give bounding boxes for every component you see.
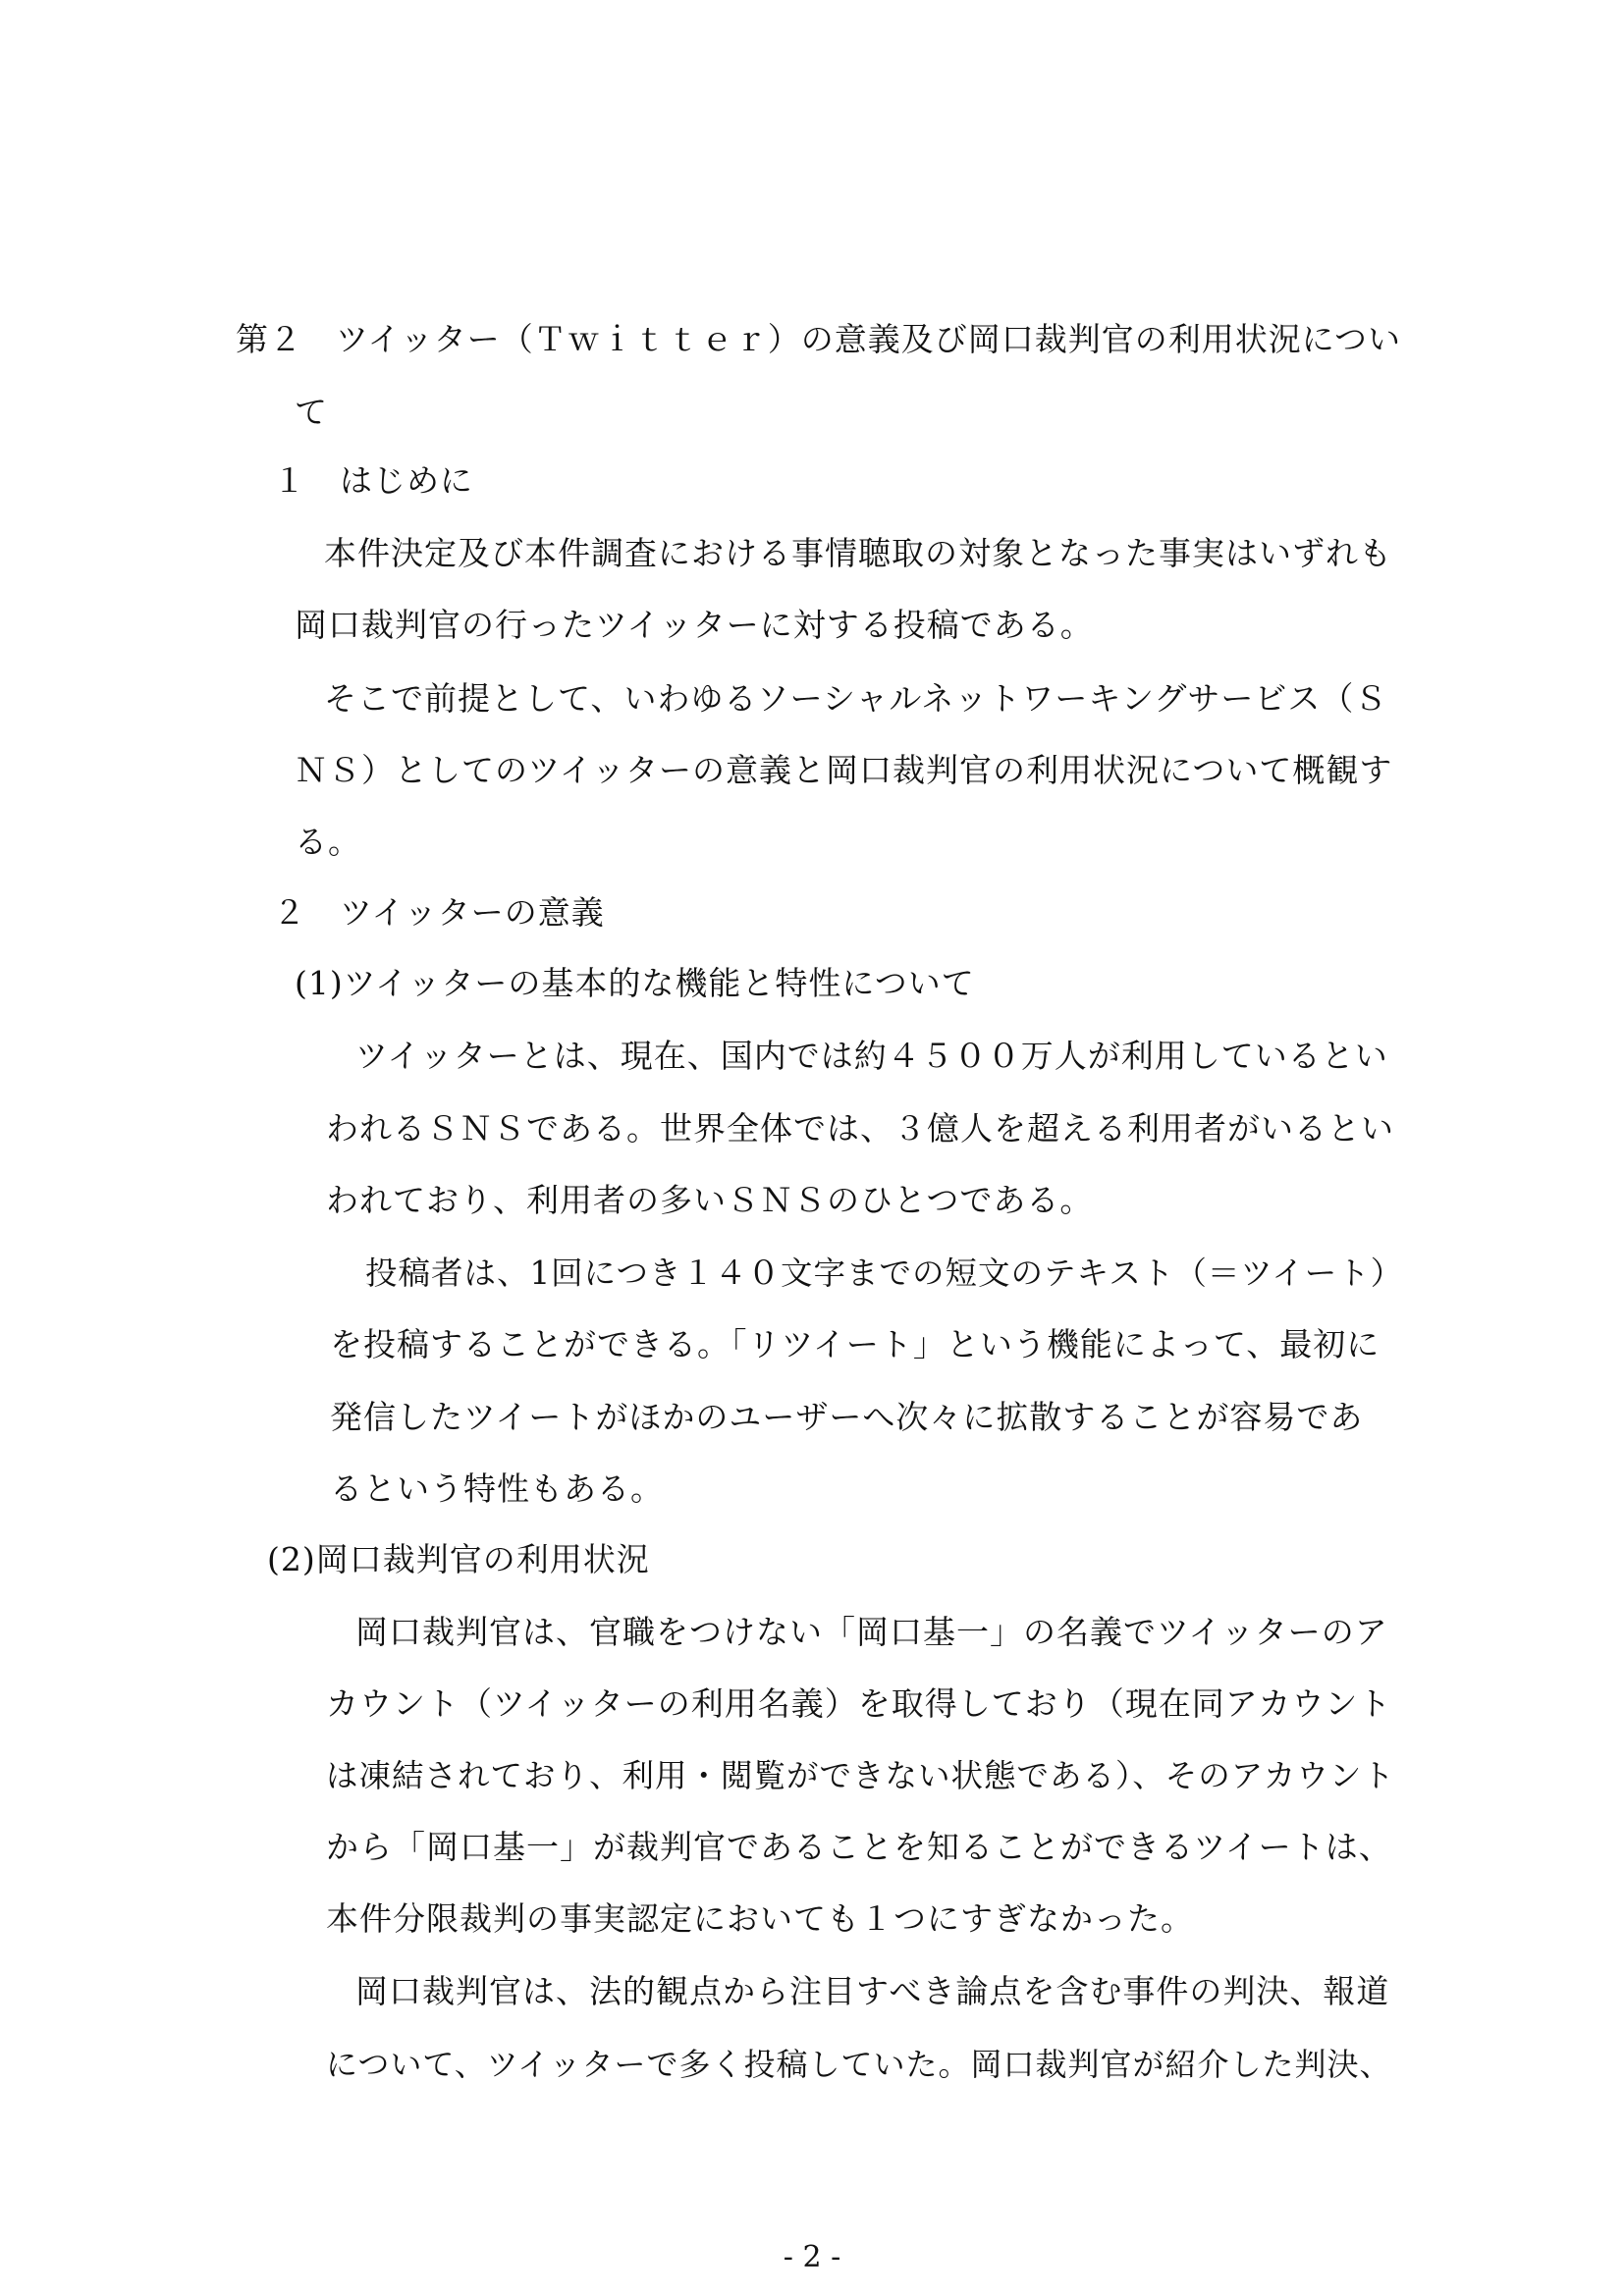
item-heading-1: (1)ツイッターの基本的な機能と特性について <box>295 964 975 1002</box>
paragraph-line: について、ツイッターで多く投稿していた。岡口裁判官が紹介した判決、 <box>326 2046 1392 2083</box>
paragraph-line: るという特性もある。 <box>330 1469 664 1508</box>
section-heading-continued: て <box>295 393 328 431</box>
paragraph-line: 発信したツイートがほかのユーザーへ次々に拡散することが容易であ <box>330 1398 1364 1436</box>
paragraph-line: そこで前提として、いわゆるソーシャルネットワーキングサービス（Ｓ <box>324 679 1388 718</box>
paragraph-line: 岡口裁判官は、官職をつけない「岡口基一」の名義でツイッターのア <box>355 1613 1388 1651</box>
paragraph-line: から「岡口基一」が裁判官であることを知ることができるツイートは、 <box>326 1828 1392 1866</box>
paragraph-line: われており、利用者の多いＳＮＳのひとつである。 <box>326 1181 1094 1219</box>
subsection-heading-1: １ はじめに <box>273 461 473 500</box>
paragraph-line: は凍結されており、利用・閲覧ができない状態である）、そのアカウント <box>326 1757 1395 1794</box>
section-heading: 第２ ツイッター（Ｔｗｉｔｔｅｒ）の意義及び岡口裁判官の利用状況につい <box>236 320 1402 358</box>
paragraph-line: を投稿することができる。「リツイート」という機能によって、最初に <box>330 1325 1380 1363</box>
paragraph-line: 岡口裁判官の行ったツイッターに対する投稿である。 <box>295 606 1094 644</box>
paragraph-line: カウント（ツイッターの利用名義）を取得しており（現在同アカウント <box>326 1684 1392 1723</box>
page-number: - 2 - <box>783 2240 841 2274</box>
paragraph-line: われるＳＮＳである。世界全体では、３億人を超える利用者がいるとい <box>326 1109 1394 1148</box>
item-heading-2: (2)岡口裁判官の利用状況 <box>267 1540 650 1578</box>
paragraph-line: 本件分限裁判の事実認定においても１つにすぎなかった。 <box>326 1899 1194 1938</box>
paragraph-line: る。 <box>295 823 361 861</box>
paragraph-line: ツイッターとは、現在、国内では約４５００万人が利用しているとい <box>355 1037 1388 1075</box>
paragraph-line: 岡口裁判官は、法的観点から注目すべき論点を含む事件の判決、報道 <box>355 1972 1390 2010</box>
paragraph-line: ＮＳ）としてのツイッターの意義と岡口裁判官の利用状況について概観す <box>295 751 1393 789</box>
subsection-heading-2: ２ ツイッターの意義 <box>273 893 605 932</box>
paragraph-line: 投稿者は、1回につき１４０文字までの短文のテキスト（＝ツイート） <box>365 1255 1404 1292</box>
paragraph-line: 本件決定及び本件調査における事情聴取の対象となった事実はいずれも <box>324 534 1392 572</box>
